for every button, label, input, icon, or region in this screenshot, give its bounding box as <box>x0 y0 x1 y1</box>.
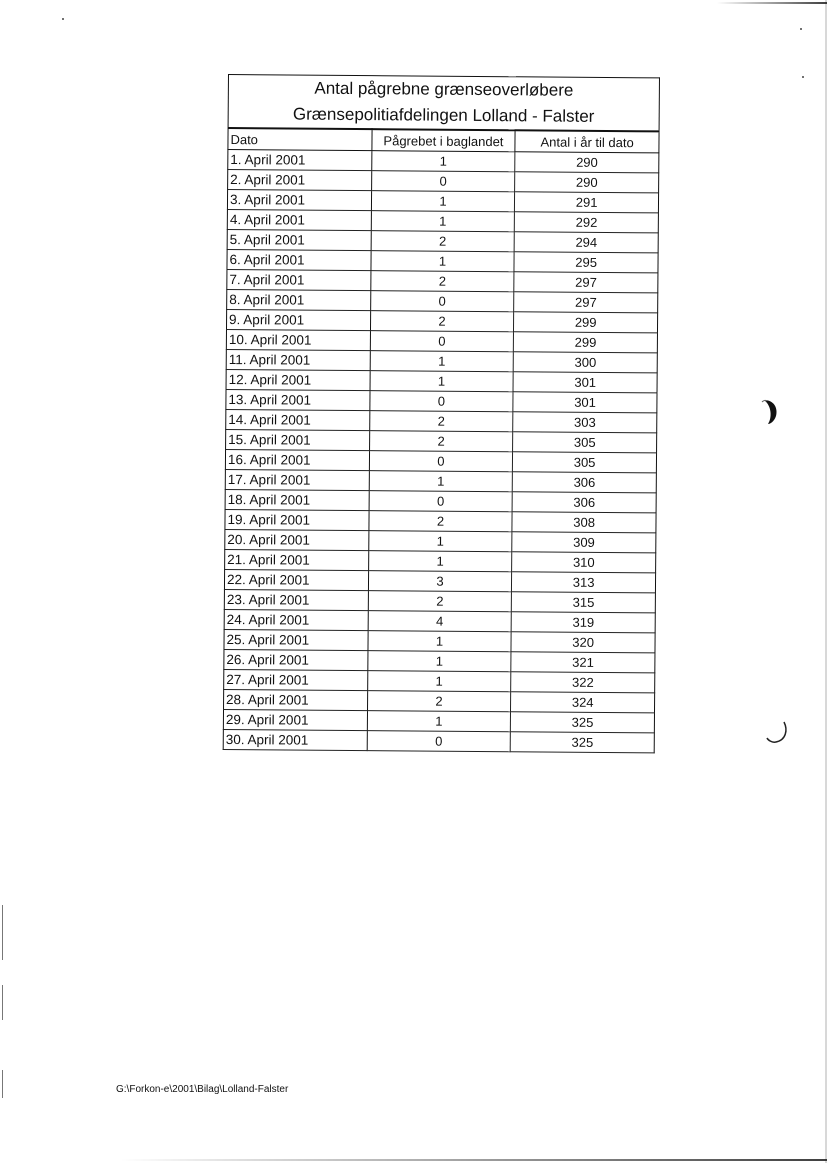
cell-apprehended: 2 <box>370 311 514 332</box>
scan-artifact-left-3 <box>2 1070 3 1098</box>
cell-date: 28. April 2001 <box>224 689 368 710</box>
cell-apprehended: 1 <box>371 251 515 272</box>
cell-date: 12. April 2001 <box>226 369 370 390</box>
table-row <box>225 489 656 512</box>
scan-speck <box>62 18 64 20</box>
cell-year-to-date: 315 <box>512 592 656 613</box>
table-row <box>226 329 657 352</box>
table-container <box>223 74 668 753</box>
table-row <box>227 269 658 292</box>
scan-artifact-bottom <box>120 1159 827 1161</box>
cell-date: 14. April 2001 <box>226 409 370 430</box>
cell-year-to-date: 290 <box>515 152 659 173</box>
cell-date: 24. April 2001 <box>224 609 368 630</box>
cell-year-to-date: 297 <box>514 292 658 313</box>
table-row <box>225 529 656 552</box>
cell-date: 11. April 2001 <box>226 349 370 370</box>
cell-year-to-date: 325 <box>510 732 654 753</box>
cell-apprehended: 1 <box>371 151 515 172</box>
cell-apprehended: 0 <box>370 331 514 352</box>
cell-date: 29. April 2001 <box>223 709 367 730</box>
cell-year-to-date: 297 <box>514 272 658 293</box>
table-row <box>226 429 657 452</box>
cell-date: 19. April 2001 <box>225 509 369 530</box>
cell-apprehended: 1 <box>367 651 511 672</box>
cell-year-to-date: 321 <box>511 652 655 673</box>
table-row <box>225 549 656 572</box>
cell-year-to-date: 305 <box>513 432 657 453</box>
cell-year-to-date: 308 <box>512 512 656 533</box>
table-row <box>227 190 658 213</box>
cell-apprehended: 2 <box>367 691 511 712</box>
cell-date: 2. April 2001 <box>228 170 372 191</box>
table-row <box>224 689 655 712</box>
scan-artifact-top <box>717 2 827 4</box>
cell-year-to-date: 292 <box>515 212 659 233</box>
cell-date: 26. April 2001 <box>224 649 368 670</box>
table-row <box>226 389 657 412</box>
cell-date: 6. April 2001 <box>227 249 371 270</box>
cell-year-to-date: 301 <box>513 372 657 393</box>
table-row <box>225 469 656 492</box>
cell-apprehended: 1 <box>371 191 515 212</box>
cell-year-to-date: 306 <box>513 472 657 493</box>
cell-date: 30. April 2001 <box>223 729 367 750</box>
cell-apprehended: 3 <box>368 571 512 592</box>
cell-apprehended: 0 <box>369 491 513 512</box>
cell-date: 8. April 2001 <box>227 289 371 310</box>
cell-year-to-date: 319 <box>511 612 655 633</box>
cell-apprehended: 4 <box>368 611 512 632</box>
table-row <box>228 150 659 173</box>
cell-apprehended: 0 <box>370 291 514 312</box>
cell-year-to-date: 303 <box>513 412 657 433</box>
table-row <box>226 369 657 392</box>
cell-apprehended: 2 <box>369 511 513 532</box>
cell-year-to-date: 305 <box>513 452 657 473</box>
header-apprehended: Pågrebet i baglandet <box>372 129 516 152</box>
cell-apprehended: 2 <box>369 431 513 452</box>
cell-date: 7. April 2001 <box>227 269 371 290</box>
cell-date: 4. April 2001 <box>227 209 371 230</box>
cell-year-to-date: 306 <box>512 492 656 513</box>
cell-year-to-date: 320 <box>511 632 655 653</box>
cell-year-to-date: 299 <box>514 312 658 333</box>
cell-year-to-date: 325 <box>511 712 655 733</box>
cell-apprehended: 1 <box>367 671 511 692</box>
cell-apprehended: 2 <box>370 271 514 292</box>
table-row <box>223 709 654 732</box>
cell-apprehended: 0 <box>369 451 513 472</box>
cell-year-to-date: 294 <box>514 232 658 253</box>
cell-date: 9. April 2001 <box>226 309 370 330</box>
cell-year-to-date: 300 <box>513 352 657 373</box>
header-year-to-date: Antal i år til dato <box>515 130 659 153</box>
table-row <box>227 209 658 232</box>
table-row <box>224 649 655 672</box>
table-title-row <box>228 75 659 132</box>
cell-date: 15. April 2001 <box>226 429 370 450</box>
table-row <box>226 349 657 372</box>
cell-date: 20. April 2001 <box>225 529 369 550</box>
cell-apprehended: 2 <box>371 231 515 252</box>
cell-date: 18. April 2001 <box>225 489 369 510</box>
cell-date: 23. April 2001 <box>224 589 368 610</box>
cell-date: 25. April 2001 <box>224 629 368 650</box>
cell-apprehended: 1 <box>368 531 512 552</box>
table-title-line-2: Grænsepolitiafdelingen Lolland - Falster <box>292 104 595 126</box>
punch-hole-mark-lower <box>764 718 792 746</box>
cell-apprehended: 1 <box>369 471 513 492</box>
cell-date: 3. April 2001 <box>227 190 371 211</box>
cell-date: 16. April 2001 <box>225 449 369 470</box>
data-table <box>223 74 660 753</box>
table-row <box>224 629 655 652</box>
table-row <box>226 309 657 332</box>
cell-apprehended: 1 <box>371 211 515 232</box>
cell-year-to-date: 322 <box>511 672 655 693</box>
cell-apprehended: 2 <box>369 411 513 432</box>
cell-date: 27. April 2001 <box>224 669 368 690</box>
scan-speck <box>800 28 802 30</box>
cell-date: 22. April 2001 <box>224 569 368 590</box>
cell-date: 13. April 2001 <box>226 389 370 410</box>
cell-year-to-date: 295 <box>514 252 658 273</box>
scan-artifact-left-2 <box>2 985 3 1020</box>
table-body <box>223 150 659 753</box>
header-date: Dato <box>228 128 372 151</box>
table-title <box>228 75 659 132</box>
punch-hole-mark-upper <box>758 396 782 426</box>
cell-date: 1. April 2001 <box>228 150 372 171</box>
footer-file-path: G:\Forkon-e\2001\Bilag\Lolland-Falster <box>116 1084 289 1095</box>
cell-apprehended: 1 <box>370 371 514 392</box>
cell-year-to-date: 301 <box>513 392 657 413</box>
cell-apprehended: 0 <box>371 171 515 192</box>
table-row <box>227 229 658 252</box>
cell-apprehended: 1 <box>368 551 512 572</box>
cell-date: 21. April 2001 <box>225 549 369 570</box>
cell-date: 5. April 2001 <box>227 229 371 250</box>
cell-year-to-date: 291 <box>515 192 659 213</box>
table-row <box>225 509 656 532</box>
table-row <box>224 569 655 592</box>
cell-apprehended: 0 <box>367 731 511 752</box>
table-row <box>224 609 655 632</box>
cell-apprehended: 1 <box>370 351 514 372</box>
cell-year-to-date: 299 <box>514 332 658 353</box>
cell-date: 10. April 2001 <box>226 329 370 350</box>
table-row <box>227 289 658 312</box>
table-row <box>223 729 654 752</box>
cell-year-to-date: 290 <box>515 172 659 193</box>
table-title-line-1: Antal pågrebne grænseoverløbere <box>314 78 574 100</box>
cell-year-to-date: 313 <box>512 572 656 593</box>
scan-speck <box>802 76 804 78</box>
cell-year-to-date: 324 <box>511 692 655 713</box>
cell-date: 17. April 2001 <box>225 469 369 490</box>
table-row <box>227 249 658 272</box>
cell-year-to-date: 310 <box>512 552 656 573</box>
cell-apprehended: 1 <box>367 711 511 732</box>
table-row <box>228 170 659 193</box>
table-row <box>224 669 655 692</box>
cell-apprehended: 2 <box>368 591 512 612</box>
scan-artifact-left-1 <box>2 905 3 960</box>
table-row <box>224 589 655 612</box>
cell-year-to-date: 309 <box>512 532 656 553</box>
table-row <box>226 409 657 432</box>
cell-apprehended: 1 <box>368 631 512 652</box>
cell-apprehended: 0 <box>370 391 514 412</box>
table-row <box>225 449 656 472</box>
